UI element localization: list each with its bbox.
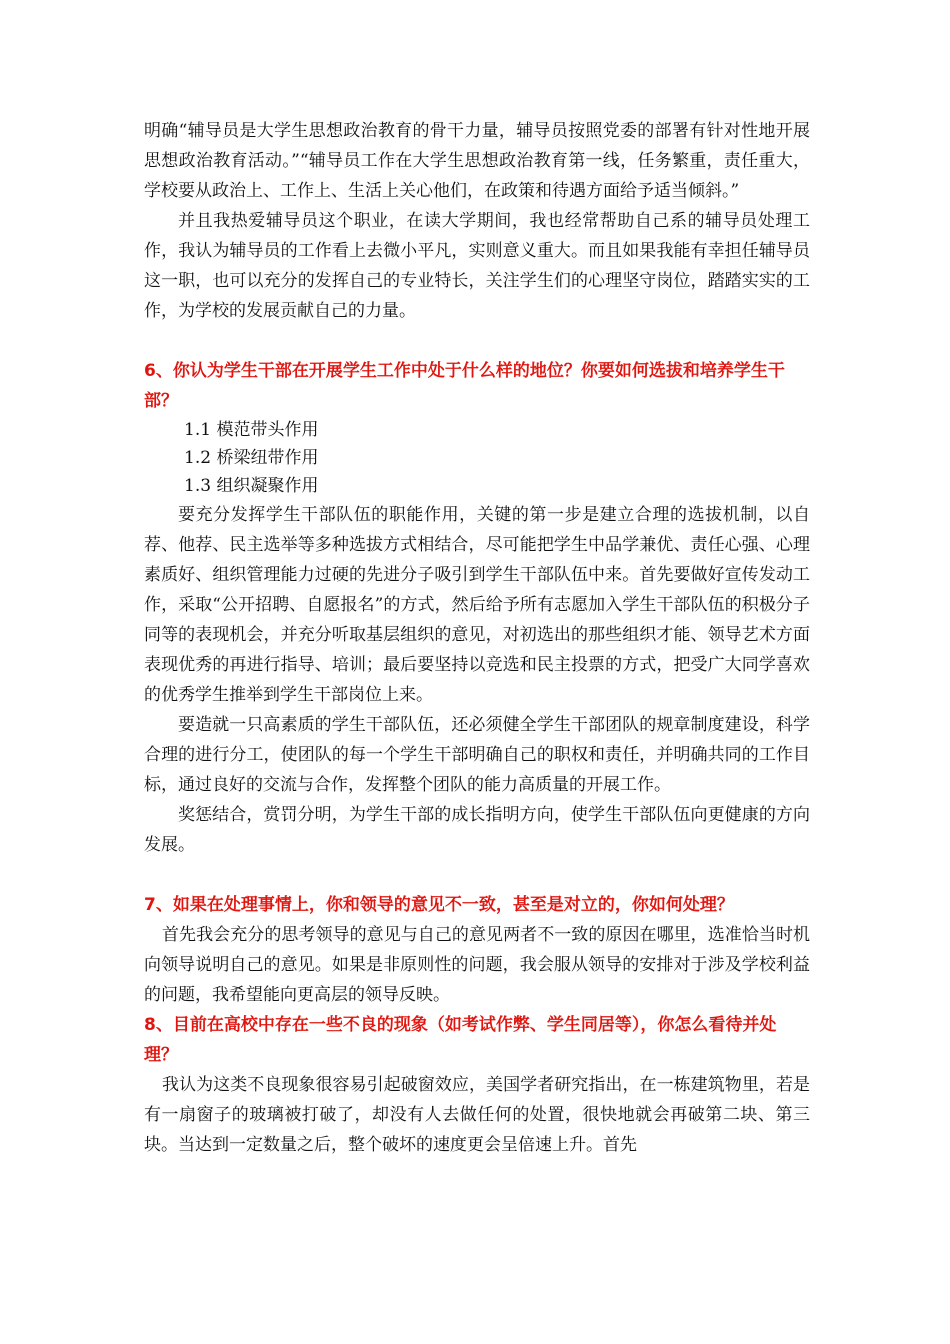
list-item-cohesion: 1.3 组织凝聚作用: [184, 476, 319, 496]
paragraph-love-counselor: 并且我热爱辅导员这个职业，在读大学期间，我也经常帮助自己系的辅导员处理工作，我认为辅导员的工作看上去微小平凡，实则意义重大。而且如果我能有幸担任辅导员这一职，也可以充分的发挥自己的专业特长，关注学生们的心理坚守岗位，踏踏实实的工作，为学校的发展贡献自己的力量。: [144, 211, 810, 321]
list-item-role-model: 1.1 模范带头作用: [184, 420, 319, 440]
question-7-heading: 7、如果在处理事情上，你和领导的意见不一致，甚至是对立的，你如何处理？: [144, 895, 734, 915]
paragraph-rewards: 奖惩结合，赏罚分明，为学生干部的成长指明方向，使学生干部队伍向更健康的方向发展。: [144, 805, 810, 855]
paragraph-counselor-policy: 明确“辅导员是大学生思想政治教育的骨干力量，辅导员按照党委的部署有针对性地开展思想政治教育活动。”“辅导员工作在大学生思想政治教育第一线，任务繁重，责任重大，学校要从政治上、工作上、生活上关心他们，在政策和待遇方面给予适当倾斜。”: [144, 121, 810, 201]
paragraph-broken-window: 我认为这类不良现象很容易引起破窗效应，美国学者研究指出，在一栋建筑物里，若是有一扇窗子的玻璃被打破了，却没有人去做任何的处置，很快地就会再破第二块、第三块。当达到一定数量之后，整个破坏的速度更会呈倍速上升。首先: [144, 1075, 810, 1155]
spacer: [144, 326, 810, 356]
spacer: [144, 860, 810, 890]
list-item-bridge: 1.2 桥梁纽带作用: [184, 448, 319, 468]
paragraph-selection-mechanism: 要充分发挥学生干部队伍的职能作用，关键的第一步是建立合理的选拔机制，以自荐、他荐、民主选举等多种选拔方式相结合，尽可能把学生中品学兼优、责任心强、心理素质好、组织管理能力过硬的先进分子吸引到学生干部队伍中来。首先要做好宣传发动工作，采取“公开招聘、自愿报名”的方式，然后给予所有志愿加入学生干部队伍的积极分子同等的表现机会，并充分听取基层组织的意见，对初选出的那些组织才能、领导艺术方面表现优秀的再进行指导、培训；最后要坚持以竞选和民主投票的方式，把受广大同学喜欢的优秀学生推举到学生干部岗位上来。: [144, 505, 810, 705]
paragraph-disagreement: 首先我会充分的思考领导的意见与自己的意见两者不一致的原因在哪里，选准恰当时机向领导说明自己的意见。如果是非原则性的问题，我会服从领导的安排对于涉及学校利益的问题，我希望能向更高层的领导反映。: [144, 925, 810, 1005]
document-body: [144, 116, 810, 1160]
question-8-heading: 8、目前在高校中存在一些不良的现象（如考试作弊、学生同居等），你怎么看待并处理？: [144, 1015, 777, 1065]
question-6-heading: 6、你认为学生干部在开展学生工作中处于什么样的地位？你要如何选拔和培养学生干部？: [144, 361, 785, 411]
paragraph-team-building: 要造就一只高素质的学生干部队伍，还必须健全学生干部团队的规章制度建设，科学合理的进行分工，使团队的每一个学生干部明确自己的职权和责任，并明确共同的工作目标，通过良好的交流与合作，发挥整个团队的能力高质量的开展工作。: [144, 715, 810, 795]
